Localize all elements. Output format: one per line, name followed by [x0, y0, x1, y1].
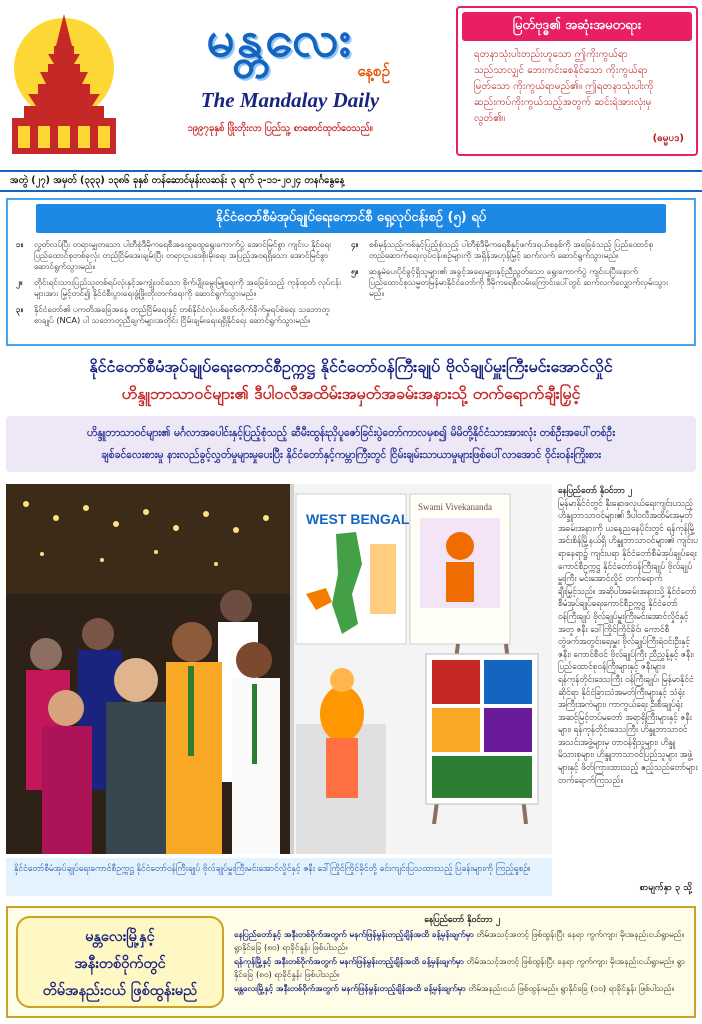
objective-item — [16, 277, 343, 299]
objectives-box — [6, 198, 696, 346]
weather-notice-lead: နေပြည်တော်နှင့် အနီးတစ်ဝိုက်အတွက် မနက်ဖြန်မွန်းတည့်ချိန်အထိ ခန့်မှန်းချက်မှာ — [234, 929, 474, 939]
buddha-teaching-line: ရတနာသုံးပါးတည်းဟူသော ဤကိုးကွယ်ရာ — [474, 49, 628, 60]
objective-number: ၁။ — [16, 239, 24, 249]
weather-section — [6, 906, 696, 1018]
newspaper-title: မန္တလေး — [206, 9, 354, 68]
objective-text: တိုင်းရင်းသားပြည်သူတစ်ရပ်လုံးနှင့်အကျုံးဝင်သော စိုက်ပျိုးမွေးမြူရေးကို အခြေခံသည့် ကုန်ထုတ် လုပ်ငန်းများအား မြှင့်တင်၍ နိုင်ငံစီးပွားရေးဖွံ့ဖြိုးတိုးတက်ရေးကို ဆောင်ရွက်သွားမည်။ — [34, 277, 342, 298]
objectives-column-right — [351, 239, 686, 331]
weather-notice — [234, 914, 690, 995]
vivekananda-poster-title: Swami Vivekananda — [418, 502, 493, 512]
main-headline-line-2: ဟိန္ဒူဘာသာဝင်များ၏ ဒီပါဝလီအထိမ်းအမှတ်အခမ်းအနားသို့ တက်ရောက်ချီးမြှင့် — [121, 384, 581, 403]
palace-spire-logo-icon — [4, 6, 124, 158]
objective-text: လွတ်လပ်ပြီး တရားမျှတသော ပါတီစုံဒီမိုကရေစီအထွေထွေရွေးကောက်ပွဲ အောင်မြင်စွာ ကျင်းပ နိုင်ရေး ပြည်ထောင်စုတစ်ခုလုံး တည်ငြိမ်အေးချမ်းပြီး တရားဥပဒေစိုးမိုးရေး အပြည့်အဝရရှိသော အောင်မြင်စွာဆောင်ရွက်သွားမည်။ — [34, 239, 332, 271]
weather-highlight-line: တိမ်အနည်းငယ် ဖြစ်ထွန်းမည် — [42, 983, 198, 999]
objective-number: ၂။ — [16, 277, 23, 287]
event-photo — [6, 484, 552, 854]
issue-dateline: အတွဲ (၂၇) အမှတ် (၃၃၃) ၁၃၈၆ ခုနှစ် တန်ဆောင်မုန်းလဆန်း ၃ ရက် ၃-၁၁-၂၀၂၄ တနင်္ဂနွေနေ့ — [0, 170, 702, 192]
newspaper-english-title: The Mandalay Daily — [200, 88, 380, 112]
article-body: မြန်မာနိုင်ငံတွင် နှီးနှောဖလှယ်ရေးကျင်းပသည့် ဟိန္ဒူဘာသာဝင်များ၏ ဒီပါဝလီအထိမ်းအမှတ်အခမ်းအနားကို ယနေ့ညနေပိုင်းတွင် ရန်ကုန်မြို့ အင်းစိန်မြို့နယ်ရှိ ဟိန္ဒူဘာသာဝင်များ၏ ကျင်းပရာနေရာ၌ ကျင်းပရာ နိုင်ငံတော်စီမံအုပ်ချုပ်ရေးကောင်စီဥက္ကဋ္ဌ နိုင်ငံတော်ဝန်ကြီးချုပ် ဗိုလ်ချုပ်မှူးကြီး မင်းအောင်လှိုင် တက်ရောက်ချီးမြှင့်သည်။ အဆိုပါအခမ်းအနားသို့ နိုင်ငံတော်စီမံအုပ်ချုပ်ရေးကောင်စီဥက္ကဋ္ဌ နိုင်ငံတော်ဝန်ကြီးချုပ် ဗိုလ်ချုပ်မှူးကြီးမင်းအောင်လှိုင်နှင့်အတူ ဇနီး ဒေါ်ကြိုင်ကြိုင်ခိုင်၊ ကောင်စီတွဲဖက်အတွင်းရေးမှူး ဗိုလ်ချုပ်ကြီးရဲဝင်းဦးနှင့်ဇနီး၊ ကောင်စီဝင် ဗိုလ်ချုပ်ကြီး ညီညွှန့်နှင့် ဇနီး၊ ပြည်ထောင်စုဝန်ကြီးများနှင့် ဇနီးများ၊ ရန်ကုန်တိုင်းဒေသကြီး ဝန်ကြီးချုပ်၊ မြန်မာနိုင်ငံဆိုင်ရာ နိုင်ငံခြားသံအမတ်ကြီးများနှင့် သံရုံးအကြီးအကဲများ၊ ကာကွယ်ရေး ဦးစီးချုပ်ရုံး အဆင့်မြင့်တပ်မတော် အရာရှိကြီးများနှင့် ဇနီးများ၊ ရန်ကုန်တိုင်းဒေသကြီး ဟိန္ဒူဘာသာဝင် အသင်းအဖွဲ့များမှ တာဝန်ရှိသူများ၊ ဟိန္ဒူမိသားစုများ၊ ဟိန္ဒူဘာသာဝင်ပြည်သူများ အဖွဲ့များနှင့် ဖိတ်ကြားထားသည့် ဧည့်သည်တော်များ တက်ရောက်ကြသည်။ — [558, 497, 698, 785]
objective-text: နိုင်ငံတော်၏ ပကတိအခြေအနေ တည်ငြိမ်ရေးနှင့် တစ်နိုင်ငံလုံးပစ်ခတ်တိုက်ခိုက်မှုရပ်စဲရေး သဘောတူစာချုပ် (NCA) ပါ သဘောတူညီချက်များအတိုင်း ငြိမ်းချမ်းရေးရရှိနိုင်ရေး ဆောင်ရွက်သွားမည်။ — [34, 304, 330, 325]
weather-notice-text: တိမ်အသင့်အတင့် ဖြစ်ထွန်းပြီး နေရာ ကွက်ကျား မိုးအနည်းငယ်ရွာမည်။ ရွာနိုင်ခြေ (၈၀) ရာခိုင်နှုန်း ဖြစ်ပါသည်။ — [234, 929, 685, 952]
objective-number: ၃။ — [16, 304, 24, 314]
article-dateline: နေပြည်တော် နိုဝင်ဘာ ၂ — [558, 485, 632, 495]
objectives-title: နိုင်ငံတော်စီမံအုပ်ချုပ်ရေးကောင်စီ ရှေ့လုပ်ငန်းစဉ် (၅) ရပ် — [36, 204, 666, 233]
objective-text: စစ်မှန်သည့်ကစ်နှင့်ပြည့်စုံသည့် ပါတီစုံဒီမိုကရေစီနှင့်ဖက်ဒရယ်စနစ်ကို အခြေခံသည့် ပြည်ထောင်စုတည်ဆောက်ရေးလုပ်ငန်းစဉ်များကို အရှိန်အဟုန်မြှင့် ဆက်လက် ဆောင်ရွက်သွားမည်။ — [369, 239, 654, 260]
weather-notice-dateline: နေပြည်တော် နိုဝင်ဘာ ၂ — [424, 915, 500, 925]
vivekananda-panel — [410, 494, 510, 644]
weather-highlight-line: မန္တလေးမြို့နှင့် — [85, 929, 155, 945]
newspaper-motto: ၁၉၉၇ခုနှစ် ဖြိုးတိုးလာ ပြည်သူ့ စာစောင်ထုတ်ဝေသည်။ — [187, 123, 373, 134]
photo-collage-easel — [426, 644, 538, 824]
west-bengal-banner: WEST BENGAL — [306, 511, 410, 527]
objective-number: ၄။ — [351, 239, 359, 249]
buddha-teaching-reference: (ဓမ္မပဒ) — [652, 133, 684, 144]
objective-item — [351, 266, 678, 299]
buddha-teaching-line: သည်သာလျှင် ဘေးကင်းစေနိုင်သော ကိုးကွယ်ရာ — [474, 65, 648, 76]
objective-item — [16, 304, 343, 326]
objectives-columns — [8, 233, 694, 331]
buddha-teaching-title: မြတ်ဗုဒ္ဓ၏ အဆုံးအမတရား — [462, 12, 692, 41]
photo-caption: နိုင်ငံတော်စီမံအုပ်ချုပ်ရေးကောင်စီဥက္ကဋ္ဌ နိုင်ငံတော်ဝန်ကြီးချုပ် ဗိုလ်ချုပ်မှူးကြီးမင်းအောင်လှိုင်နှင့် ဇနီး ဒေါ်ကြိုင်ကြိုင်ခိုင်တို့ ခင်းကျင်းပြသထားသည့် ပြခန်းများကို ကြည့်ရှုစဉ်။ — [6, 858, 552, 896]
weather-notice-item — [234, 982, 690, 995]
subheadline-box — [6, 416, 696, 472]
weather-notice-lead: မန္တလေးမြို့နှင့် အနီးတစ်ဝိုက်အတွက် မနက်ဖြန်မွန်းတည့်ချိန်အထိ ခန့်မှန်းချက်မှာ — [234, 983, 466, 993]
newspaper-subtitle: နေ့စဉ် — [357, 62, 390, 80]
objective-text: ဆန္ဒမဲပေးပိုင်ခွင့်ရှိသူများ၏ အခွင့်အရေးများနှင့်ညီညွတ်သော ရွေးကောက်ပွဲ ကျင်းပပြီးနောက် ပြည်ထောင်စုသမ္မတမြန်မာနိုင်ငံတော်ကို ဒီမိုကရေစီလမ်းကြောင်းပေါ်တွင် ဆက်လက်လျှောက်လှမ်းသွားမည်။ — [369, 266, 669, 298]
weather-highlight-line: အနီးတစ်ဝိုက်တွင် — [74, 956, 166, 972]
weather-notice-text: တိမ်အသင့်အတင့် ဖြစ်ထွန်းပြီး နေရာ ကွက်ကျား မိုးအနည်းငယ်ရွာမည်။ ရွာနိုင်ခြေ (၈၀) ရာခိုင်နှုန်း ဖြစ်ပါသည်။ — [234, 956, 685, 979]
buddha-teaching-line: မြတ်သော ကိုးကွယ်ရာမည်၏။ ဤရတနာသုံးပါးကို — [474, 81, 654, 92]
buddha-teaching-line: လွတ်၏။ — [474, 113, 506, 124]
main-article — [558, 484, 698, 894]
main-headline-line-1: နိုင်ငံတော်စီမံအုပ်ချုပ်ရေးကောင်စီဥက္ကဋ္ဌ နိုင်ငံတော်ဝန်ကြီးချုပ် ဗိုလ်ချုပ်မှူးကြီးမင်းအောင်လှိုင် — [89, 357, 613, 376]
masthead — [0, 0, 702, 170]
event-photo-illustration — [6, 484, 552, 854]
weather-notice-text: တိမ်အနည်းငယ် ဖြစ်ထွန်းမည်။ ရွာနိုင်ခြေ (၁၀) ရာခိုင်နှုန်း ဖြစ်ပါသည်။ — [468, 983, 675, 993]
weather-notice-lead: ရန်ကုန်မြို့နှင့် အနီးတစ်ဝိုက်အတွက် မနက်ဖြန်မွန်းတည့်ချိန်အထိ ခန့်မှန်းချက်မှာ — [234, 956, 464, 966]
objective-number: ၅။ — [351, 266, 359, 276]
objective-item — [16, 239, 343, 272]
weather-notice-item — [234, 928, 690, 954]
west-bengal-panel — [296, 494, 410, 644]
buddha-teaching-line: ဆည်းကပ်ကိုးကွယ်သည့်အတွက် ဆင်းရဲအားလုံးမှ — [474, 97, 652, 108]
weather-forecast-highlight — [16, 916, 224, 1008]
subheadline-line: ဟိန္ဒူဘာသာဝင်များ၏ မင်္ဂလာအပေါင်းနှင့်ပြည့်စုံသည့် ဆီမီးထွန်းညှိပူဇော်ခြင်းပွဲတော်ကာလမှစ၍ မိမိတို့နိုင်ငံသားအားလုံး တစ်ဦးအပေါ်တစ်ဦး — [86, 427, 616, 439]
objective-item — [351, 239, 678, 261]
article-continued-link[interactable]: စာမျက်နှာ ၃ သို့ — [639, 883, 692, 893]
buddha-teaching-box — [456, 6, 698, 156]
buddha-teaching-text — [458, 45, 696, 127]
subheadline-line: ချစ်ခင်လေးစားမှု နားလည်ခွင့်လွှတ်မှုများမှုပေးပြီး နိုင်ငံတော်နှင့်ကမ္ဘာကြီးတွင် ငြိမ်းချမ်းသာယာမှုများဖြစ်ပေါ်လာအောင် ဝိုင်းဝန်းကြိုးစား — [101, 449, 601, 461]
objectives-column-left — [16, 239, 351, 331]
title-block — [130, 4, 430, 164]
weather-notice-item — [234, 955, 690, 981]
